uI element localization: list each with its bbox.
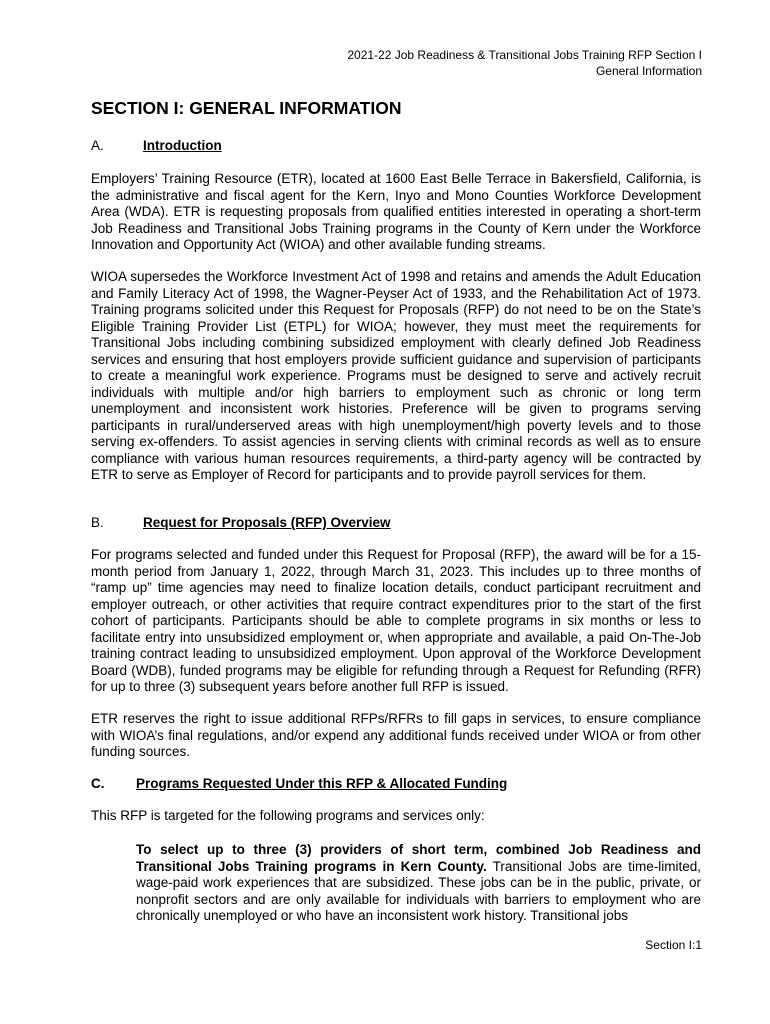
header-line-2: General Information xyxy=(595,64,702,78)
subsection-letter: B. xyxy=(91,515,104,530)
subsection-title: Programs Requested Under this RFP & Allocated Funding xyxy=(136,776,508,791)
subsection-letter: C. xyxy=(91,776,105,791)
programs-item-text: Transitional Jobs are time-limited, wage-paid work experiences that are subsidized. These jobs can be in the public, private, or nonprofit sectors and are only available for individuals with barriers to employment who are chronically unemployed or who have an inconsistent work history. Transitional jobs xyxy=(136,858,702,923)
programs-item-lead: To select up to three (3) providers of short term, combined Job Readiness and Transitional Jobs Training programs in Kern County. xyxy=(136,842,701,874)
subsection-title: Request for Proposals (RFP) Overview xyxy=(143,515,391,530)
programs-item xyxy=(136,842,701,925)
subsection-b-heading xyxy=(91,514,391,531)
header-line-1: 2021-22 Job Readiness & Transitional Jobs Training RFP Section I xyxy=(347,48,702,62)
overview-paragraph-2: ETR reserves the right to issue additional RFPs/RFRs to fill gaps in services, to ensure compliance with WIOA’s final regulations, and/or expend any additional funds received under WIOA or from other funding sources. xyxy=(91,711,701,759)
running-header xyxy=(347,47,702,79)
overview-paragraph-1: For programs selected and funded under this Request for Proposal (RFP), the award will be for a 15-month period from January 1, 2022, through March 31, 2023. This includes up to three months of “ramp up” time agencies may need to finalize location details, conduct participant recruitment and employer outreach, or other activities that require contract expenditures prior to the start of the first cohort of participants. Participants should be able to complete programs in six months or less to facilitate entry into unsubsidized employment or, when appropriate and available, a paid On-The-Job training contract leading to unsubsidized employment. Upon approval of the Workforce Development Board (WDB), funded programs may be eligible for refunding through a Request for Refunding (RFR) for up to three (3) subsequent years before another full RFP is issued. xyxy=(91,547,701,694)
subsection-title: Introduction xyxy=(143,138,222,153)
programs-intro: This RFP is targeted for the following programs and services only: xyxy=(91,808,485,823)
intro-paragraph-1: Employers’ Training Resource (ETR), located at 1600 East Belle Terrace in Bakersfield, California, is the administrative and fiscal agent for the Kern, Inyo and Mono Counties Workforce Development Area (WDA). ETR is requesting proposals from qualified entities interested in operating a short-term Job Readiness and Transitional Jobs Training programs in the County of Kern under the Workforce Innovation and Opportunity Act (WIOA) and other available funding streams. xyxy=(91,171,701,252)
intro-paragraph-2: WIOA supersedes the Workforce Investment Act of 1998 and retains and amends the Adult Education and Family Literacy Act of 1998, the Wagner-Peyser Act of 1933, and the Rehabilitation Act of 1973. Training programs solicited under this Request for Proposals (RFP) do not need to be on the State’s Eligible Training Provider List (ETPL) for WIOA; however, they must meet the requirements for Transitional Jobs including combining subsidized employment with clearly defined Job Readiness services and ensuring that host employers provide sufficient guidance and supervision of participants to create a meaningful work experience. Programs must be designed to serve and actively recruit individuals with multiple and/or high barriers to employment such as chronic or long term unemployment and inconsistent work histories. Preference will be given to programs serving participants in rural/underserved areas with high unemployment/high poverty levels and to those serving ex-offenders. To assist agencies in serving clients with criminal records as well as to ensure compliance with various human resources requirements, a third-party agency will be contracted by ETR to serve as Employer of Record for participants and to provide payroll services for them. xyxy=(91,269,701,482)
section-title: SECTION I: GENERAL INFORMATION xyxy=(91,98,402,118)
subsection-a-heading xyxy=(91,137,222,154)
subsection-c-heading xyxy=(91,775,507,792)
subsection-letter: A. xyxy=(91,138,104,153)
page-footer: Section I:1 xyxy=(645,938,702,952)
